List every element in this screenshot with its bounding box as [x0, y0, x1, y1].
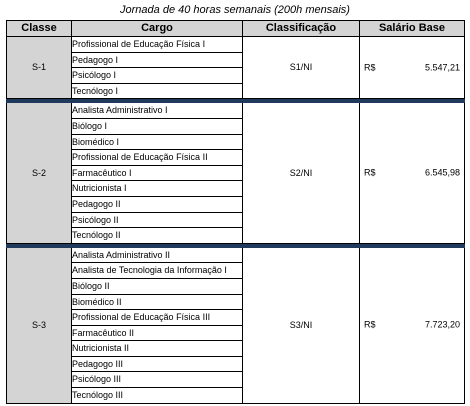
cargo-cell: Tecnólogo III: [72, 388, 243, 404]
cargo-cell: Profissional de Educação Física III: [72, 310, 243, 326]
header-classe: Classe: [7, 21, 72, 37]
salary-amount: 7.723,20: [424, 319, 460, 330]
salary-amount: 6.545,98: [424, 167, 460, 178]
salary-amount: 5.547,21: [424, 62, 460, 73]
classe-cell: S-3: [7, 247, 72, 403]
salario-cell: [360, 37, 465, 99]
table-body: [7, 37, 465, 404]
salario-cell: [360, 103, 465, 243]
salario-cell: [360, 247, 465, 403]
cargo-cell: Analista Administrativo II: [72, 247, 243, 263]
header-salario: Salário Base: [360, 21, 465, 37]
cargo-cell: Biomédico I: [72, 134, 243, 150]
cargo-cell: Profissional de Educação Física II: [72, 150, 243, 166]
table-row: [7, 247, 465, 263]
classificacao-cell: S1/NI: [243, 37, 360, 99]
cargo-cell: Farmacêutico II: [72, 325, 243, 341]
cargo-cell: Psicólogo III: [72, 372, 243, 388]
header-row: [7, 21, 465, 37]
header-classificacao: Classificação: [243, 21, 360, 37]
classificacao-cell: S3/NI: [243, 247, 360, 403]
cargo-cell: Pedagogo II: [72, 196, 243, 212]
header-cargo: Cargo: [72, 21, 243, 37]
table-row: [7, 37, 465, 53]
cargo-cell: Tecnólogo II: [72, 228, 243, 244]
cargo-cell: Analista de Tecnologia da Informação I: [72, 263, 243, 279]
currency-symbol: R$: [364, 167, 376, 178]
cargo-cell: Biomédico II: [72, 294, 243, 310]
cargo-cell: Nutricionista I: [72, 181, 243, 197]
classe-cell: S-2: [7, 103, 72, 243]
classificacao-cell: S2/NI: [243, 103, 360, 243]
table-row: [7, 103, 465, 119]
cargo-cell: Nutricionista II: [72, 341, 243, 357]
cargo-cell: Farmacêutico I: [72, 165, 243, 181]
cargo-cell: Pedagogo III: [72, 356, 243, 372]
cargo-cell: Analista Administrativo I: [72, 103, 243, 119]
table-caption: Jornada de 40 horas semanais (200h mensais): [120, 4, 350, 16]
cargo-cell: Profissional de Educação Física I: [72, 37, 243, 53]
cargo-cell: Psicólogo II: [72, 212, 243, 228]
classe-cell: S-1: [7, 37, 72, 99]
cargo-cell: Pedagogo I: [72, 52, 243, 68]
cargo-cell: Tecnólogo I: [72, 83, 243, 99]
currency-symbol: R$: [364, 319, 376, 330]
salary-table: [6, 20, 465, 404]
cargo-cell: Psicólogo I: [72, 68, 243, 84]
cargo-cell: Biólogo II: [72, 278, 243, 294]
currency-symbol: R$: [364, 62, 376, 73]
cargo-cell: Biólogo I: [72, 118, 243, 134]
